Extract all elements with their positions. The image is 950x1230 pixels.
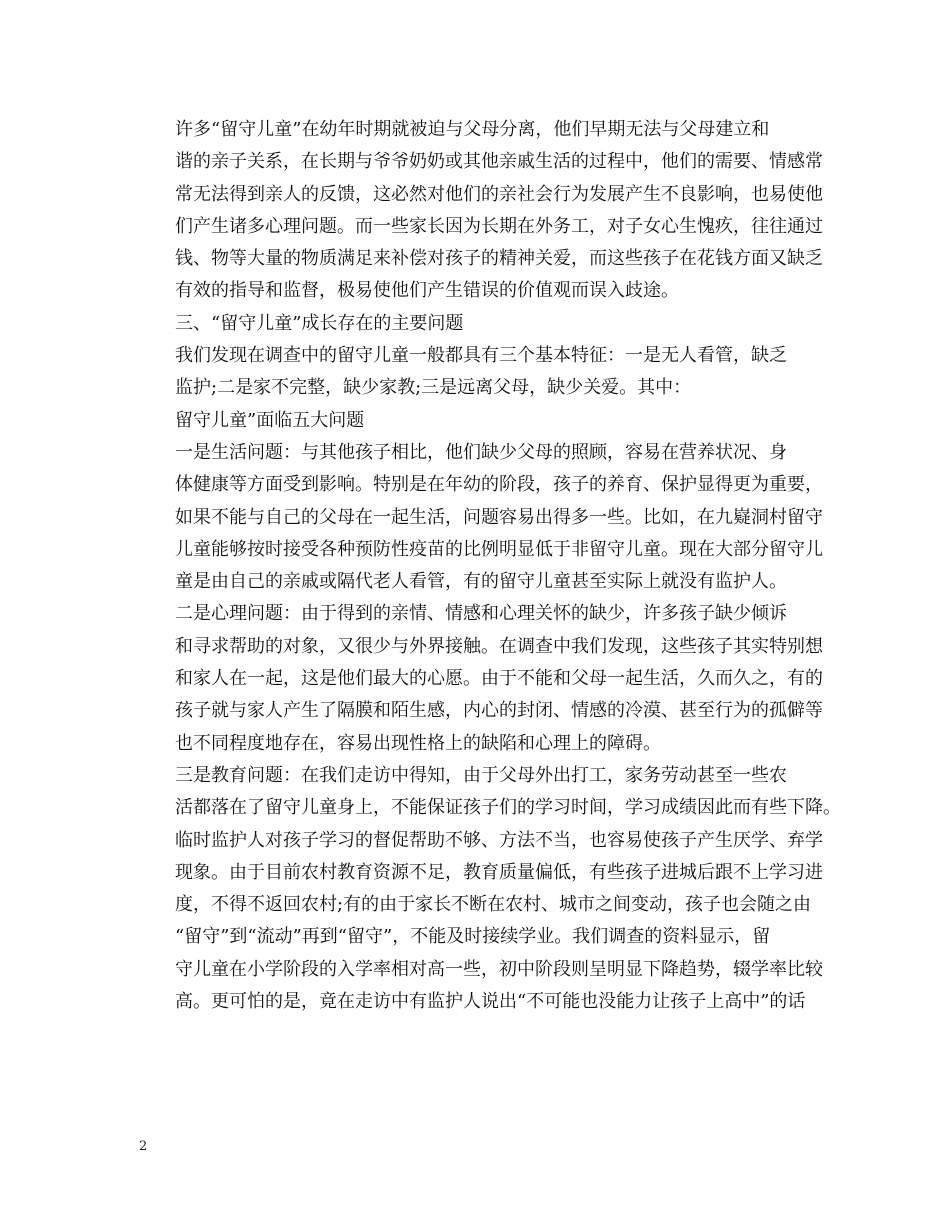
text-line: 童是由自己的亲戚或隔代老人看管，有的留守儿童甚至实际上就没有监护人。	[175, 571, 787, 593]
text-line: 钱、物等大量的物质满足来补偿对孩子的精神关爱，而这些孩子在花钱方面又缺乏	[175, 248, 823, 270]
paragraph	[139, 114, 823, 308]
text-line: 我们发现在调查中的留守儿童一般都具有三个基本特征：一是无人看管，缺乏	[175, 345, 787, 367]
text-line: 谐的亲子关系，在长期与爷爷奶奶或其他亲戚生活的过程中，他们的需要、情感常	[175, 151, 823, 173]
text-line: 监护;二是家不完整，缺少家教;三是远离父母，缺少关爱。其中：	[175, 377, 692, 399]
text-line: 体健康等方面受到影响。特别是在年幼的阶段，孩子的养育、保护显得更为重要，	[175, 474, 823, 496]
text-line: 二是心理问题：由于得到的亲情、情感和心理关怀的缺少，许多孩子缺少倾诉	[175, 603, 787, 625]
text-line: 也不同程度地存在，容易出现性格上的缺陷和心理上的障碍。	[175, 732, 661, 754]
text-line: 高。更可怕的是，竟在走访中有监护人说出“不可能也没能力让孩子上高中”的话	[175, 991, 806, 1013]
text-line: 儿童能够按时接受各种预防性疫苗的比例明显低于非留守儿童。现在大部分留守儿	[175, 538, 823, 560]
text-line: 孩子就与家人产生了隔膜和陌生感，内心的封闭、情感的冷漠、甚至行为的孤僻等	[175, 700, 823, 722]
text-line: 和家人在一起，这是他们最大的心愿。由于不能和父母一起生活，久而久之，有的	[175, 668, 823, 690]
text-line: 三、“留守儿童”成长存在的主要问题	[175, 312, 464, 334]
paragraph	[139, 437, 823, 598]
document-body	[139, 114, 841, 1018]
text-line: 活都落在了留守儿童身上，不能保证孩子们的学习时间，学习成绩因此而有些下降。	[175, 797, 841, 819]
text-line: 三是教育问题：在我们走访中得知，由于父母外出打工，家务劳动甚至一些农	[175, 764, 787, 786]
text-line: 度，不得不返回农村;有的由于家长不断在农村、城市之间变动，孩子也会随之由	[175, 894, 812, 916]
paragraph	[139, 340, 819, 405]
text-line: 守儿童在小学阶段的入学率相对高一些，初中阶段则呈明显下降趋势，辍学率比较	[175, 958, 823, 980]
text-line: 一是生活问题：与其他孩子相比，他们缺少父母的照顾，容易在营养状况、身	[175, 441, 787, 463]
paragraph	[139, 308, 819, 340]
text-line: “留守”到“流动”再到“留守”，不能及时接续学业。我们调查的资料显示，留	[175, 926, 771, 948]
text-line: 有效的指导和监督，极易使他们产生错误的价值观而误入歧途。	[175, 280, 679, 302]
page-number: 2	[139, 1139, 148, 1154]
text-line: 们产生诸多心理问题。而一些家长因为长期在外务工，对子女心生愧疚，往往通过	[175, 215, 823, 237]
paragraph	[139, 760, 841, 1018]
text-line: 临时监护人对孩子学习的督促帮助不够、方法不当，也容易使孩子产生厌学、弃学	[175, 829, 823, 851]
text-line: 和寻求帮助的对象，又很少与外界接触。在调查中我们发现，这些孩子其实特别想	[175, 635, 823, 657]
text-line: 留守儿童”面临五大问题	[175, 409, 365, 431]
text-line: 如果不能与自己的父母在一起生活，问题容易出得多一些。比如，在九嶷洞村留守	[175, 506, 823, 528]
paragraph	[139, 405, 819, 437]
text-line: 现象。由于目前农村教育资源不足，教育质量偏低，有些孩子进城后跟不上学习进	[175, 861, 823, 883]
text-line: 常无法得到亲人的反馈，这必然对他们的亲社会行为发展产生不良影响，也易使他	[175, 183, 823, 205]
text-line: 许多“留守儿童”在幼年时期就被迫与父母分离，他们早期无法与父母建立和	[175, 119, 770, 140]
paragraph	[139, 598, 823, 759]
